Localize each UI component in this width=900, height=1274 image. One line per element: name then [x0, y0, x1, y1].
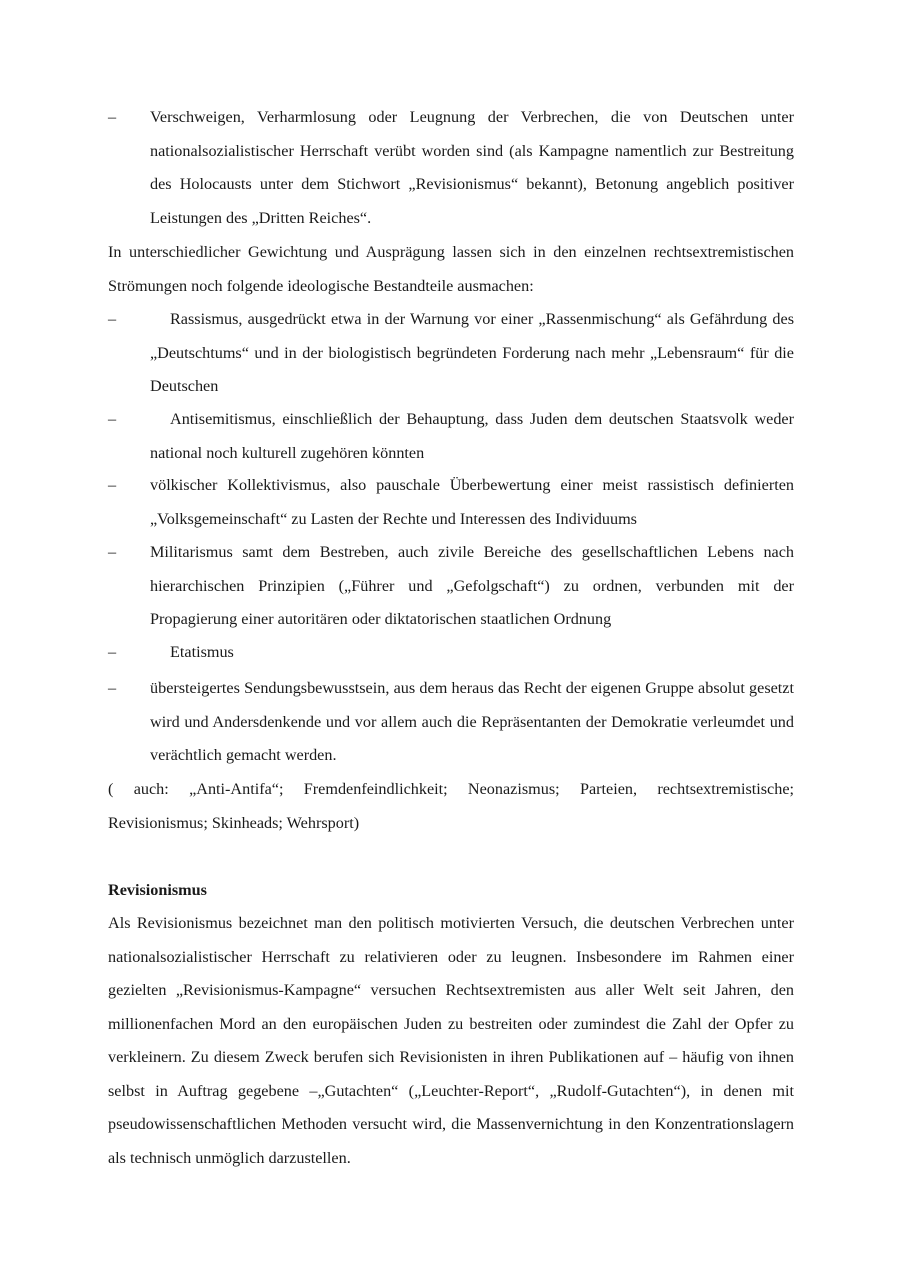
list-item-text: Antisemitismus, einschließlich der Behauptung, dass Juden dem deutschen Staatsvolk weder national noch kulturell zugehören könnten	[150, 410, 794, 462]
list-dash: –	[108, 410, 117, 428]
list-dash: –	[108, 643, 117, 661]
list-dash: –	[108, 108, 117, 126]
section-heading: Revisionismus	[108, 881, 207, 899]
list-item-text: Verschweigen, Verharmlosung oder Leugnung der Verbrechen, die von Deutschen unter nationalsozialistischer Herrschaft verübt worden sind (als Kampagne namentlich zur Bestreitung des Holocausts unter dem Stichwort „Revisionismus“ bekannt), Betonung angeblich positiver Leistungen des „Dritten Reiches“.	[150, 108, 794, 227]
section-body: Als Revisionismus bezeichnet man den politisch motivierten Versuch, die deutschen Verbrechen unter nationalsozialistischer Herrschaft zu relativieren oder zu leugnen. Insbesondere im Rahmen einer gezielten „Revisionismus-Kampagne“ versuchen Rechtsextremisten aus aller Welt seit Jahren, den millionenfachen Mord an den europäischen Juden zu bestreiten oder zumindest die Zahl der Opfer zu verkleinern. Zu diesem Zweck berufen sich Revisionisten in ihren Publikationen auf – häufig von ihnen selbst in Auftrag gegebene –„Gutachten“ („Leuchter-Report“, „Rudolf-Gutachten“), in denen mit pseudowissenschaftlichen Methoden versucht wird, die Massenvernichtung in den Konzentrationslagern als technisch unmöglich darzustellen.	[108, 914, 794, 1167]
see-also-paragraph: ( auch: „Anti-Antifa“; Fremdenfeindlichkeit; Neonazismus; Parteien, rechtsextremistische; Revisionismus; Skinheads; Wehrsport)	[108, 780, 794, 832]
list-item-text: übersteigertes Sendungsbewusstsein, aus dem heraus das Recht der eigenen Gruppe absolut gesetzt wird und Andersdenkende und vor allem auch die Repräsentanten der Demokratie verleumdet und verächtlich gemacht werden.	[150, 679, 794, 764]
intro-paragraph: In unterschiedlicher Gewichtung und Ausprägung lassen sich in den einzelnen rechtsextremistischen Strömungen noch folgende ideologische Bestandteile ausmachen:	[108, 243, 794, 295]
list-dash: –	[108, 543, 117, 561]
list-item-text: völkischer Kollektivismus, also pauschale Überbewertung einer meist rassistisch definierten „Volksgemeinschaft“ zu Lasten der Rechte und Interessen des Individuums	[150, 476, 794, 528]
list-item-text: Militarismus samt dem Bestreben, auch zivile Bereiche des gesellschaftlichen Lebens nach hierarchischen Prinzipien („Führer und „Gefolgschaft“) zu ordnen, verbunden mit der Propagierung einer autoritären oder diktatorischen staatlichen Ordnung	[150, 543, 794, 628]
list-dash: –	[108, 679, 117, 697]
list-dash: –	[108, 476, 117, 494]
list-item-text: Rassismus, ausgedrückt etwa in der Warnung vor einer „Rassenmischung“ als Gefährdung des „Deutschtums“ und in der biologistisch begründeten Forderung nach mehr „Lebensraum“ für die Deutschen	[150, 310, 794, 395]
list-item-text: Etatismus	[170, 643, 234, 661]
list-dash: –	[108, 310, 117, 328]
